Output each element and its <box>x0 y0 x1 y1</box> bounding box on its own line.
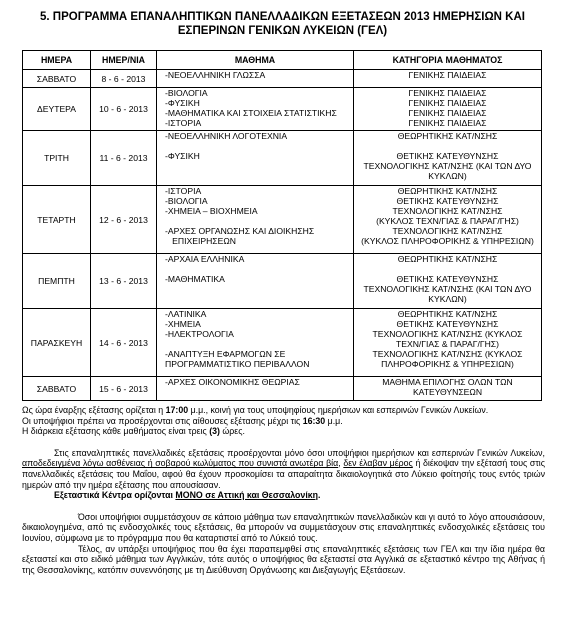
cell-day: ΤΕΤΑΡΤΗ <box>23 186 91 254</box>
cell-day: ΠΑΡΑΣΚΕΥΗ <box>23 309 91 377</box>
header-category: ΚΑΤΗΓΟΡΙΑ ΜΑΘΗΜΑΤΟΣ <box>354 51 542 70</box>
cell-subjects: -ΒΙΟΛΟΓΙΑ -ΦΥΣΙΚΗ -ΜΑΘΗΜΑΤΙΚΑ ΚΑΙ ΣΤΟΙΧΕΙΑ ΣΤΑΤΙΣΤΙΚΗΣ -ΙΣΤΟΡΙΑ <box>157 88 354 131</box>
cell-date: 13 - 6 - 2013 <box>91 254 157 309</box>
cell-day: ΣΑΒΒΑΤΟ <box>23 70 91 88</box>
cell-categories: ΘΕΩΡΗΤΙΚΗΣ ΚΑΤ/ΝΣΗΣ ΘΕΤΙΚΗΣ ΚΑΤΕΥΘΥΝΣΗΣ ΤΕΧΝΟΛΟΓΙΚΗΣ ΚΑΤ/ΝΣΗΣ (ΚΑΙ ΤΩΝ ΔΥΟ ΚΥΚΛΩΝ) <box>354 131 542 186</box>
cell-categories: ΓΕΝΙΚΗΣ ΠΑΙΔΕΙΑΣ <box>354 70 542 88</box>
cell-date: 8 - 6 - 2013 <box>91 70 157 88</box>
cell-subjects: -ΝΕΟΕΛΛΗΝΙΚΗ ΛΟΓΟΤΕΧΝΙΑ -ΦΥΣΙΚΗ <box>157 131 354 186</box>
cell-day: ΠΕΜΠΤΗ <box>23 254 91 309</box>
note-exam-centres: Εξεταστικά Κέντρα ορίζονται ΜΟΝΟ σε Αττική και Θεσσαλονίκη. <box>54 490 321 501</box>
table-row <box>23 309 542 377</box>
note-arrival-time: Οι υποψήφιοι πρέπει να προσέρχονται στις αίθουσες εξέτασης μέχρι τις 16:30 μ.μ. <box>22 415 343 426</box>
cell-subjects: -ΑΡΧΑΙΑ ΕΛΛΗΝΙΚΑ -ΜΑΘΗΜΑΤΙΚΑ <box>157 254 354 309</box>
cell-subjects: -ΛΑΤΙΝΙΚΑ -ΧΗΜΕΙΑ -ΗΛΕΚΤΡΟΛΟΓΙΑ -ΑΝΑΠΤΥΞΗ ΕΦΑΡΜΟΓΩΝ ΣΕ ΠΡΟΓΡΑΜΜΑΤΙΣΤΙΚΟ ΠΕΡΙΒΑΛΛΟΝ <box>157 309 354 377</box>
title-line-2: ΕΣΠΕΡΙΝΩΝ ΓΕΝΙΚΩΝ ΛΥΚΕΙΩΝ (ΓΕΛ) <box>177 25 388 37</box>
cell-day: ΔΕΥΤΕΡΑ <box>23 88 91 131</box>
table-header-row <box>23 51 542 70</box>
exam-schedule-table <box>22 50 542 401</box>
notes-section <box>22 405 545 575</box>
cell-date: 12 - 6 - 2013 <box>91 186 157 254</box>
cell-subjects: -ΙΣΤΟΡΙΑ -ΒΙΟΛΟΓΙΑ -ΧΗΜΕΙΑ – ΒΙΟΧΗΜΕΙΑ -ΑΡΧΕΣ ΟΡΓΑΝΩΣΗΣ ΚΑΙ ΔΙΟΙΚΗΣΗΣ ΕΠΙΧΕΙΡΗΣΕΩΝ <box>157 186 354 254</box>
cell-day: ΣΑΒΒΑΤΟ <box>23 377 91 401</box>
table-row <box>23 70 542 88</box>
note-start-time: Ως ώρα έναρξης εξέτασης ορίζεται η 17:00 μ.μ., κοινή για τους υποψηφίους ημερήσιων και εσπερινών Γενικών Λυκείων. <box>22 405 489 415</box>
table-row <box>23 186 542 254</box>
cell-date: 10 - 6 - 2013 <box>91 88 157 131</box>
table-row <box>23 377 542 401</box>
cell-categories: ΜΑΘΗΜΑ ΕΠΙΛΟΓΗΣ ΟΛΩΝ ΤΩΝ ΚΑΤΕΥΘΥΝΣΕΩΝ <box>354 377 542 401</box>
cell-categories: ΘΕΩΡΗΤΙΚΗΣ ΚΑΤ/ΝΣΗΣ ΘΕΤΙΚΗΣ ΚΑΤΕΥΘΥΝΣΗΣ ΤΕΧΝΟΛΟΓΙΚΗΣ ΚΑΤ/ΝΣΗΣ (ΚΑΙ ΤΩΝ ΔΥΟ ΚΥΚΛΩΝ) <box>354 254 542 309</box>
page-title <box>0 10 565 38</box>
note-school-exams: Όσοι υποψήφιοι συμμετάσχουν σε κάποιο μάθημα των επαναληπτικών πανελλαδικών και γι αυτό το λόγο απουσιάσουν, δικαιολογημένα, από τις ενδοσχολικές τους εξετάσεις, θα μπορούν να συμμετάσχουν στις επαναληπτικές ενδοσχολικές εξετάσεις του Ιουνίου, σύμφωνα με το πρόγραμμα που θα καταρτιστεί από το Λύκειό τους. <box>22 511 545 543</box>
cell-subjects: -ΑΡΧΕΣ ΟΙΚΟΝΟΜΙΚΗΣ ΘΕΩΡΙΑΣ <box>157 377 354 401</box>
cell-subjects: -ΝΕΟΕΛΛΗΝΙΚΗ ΓΛΩΣΣΑ <box>157 70 354 88</box>
cell-date: 15 - 6 - 2013 <box>91 377 157 401</box>
title-line-1: 5. ΠΡΟΓΡΑΜΜΑ ΕΠΑΝΑΛΗΠΤΙΚΩΝ ΠΑΝΕΛΛΑΔΙΚΩΝ ΕΞΕΤΑΣΕΩΝ 2013 ΗΜΕΡΗΣΙΩΝ ΚΑΙ <box>40 11 525 23</box>
header-date: ΗΜΕΡ/ΝΙΑ <box>91 51 157 70</box>
header-subject: ΜΑΘΗΜΑ <box>157 51 354 70</box>
note-duration: Η διάρκεια εξέτασης κάθε μαθήματος είναι τρεις (3) ώρες. <box>22 426 245 437</box>
cell-day: ΤΡΙΤΗ <box>23 131 91 186</box>
table-row <box>23 88 542 131</box>
cell-categories: ΘΕΩΡΗΤΙΚΗΣ ΚΑΤ/ΝΣΗΣ ΘΕΤΙΚΗΣ ΚΑΤΕΥΘΥΝΣΗΣ ΤΕΧΝΟΛΟΓΙΚΗΣ ΚΑΤ/ΝΣΗΣ (ΚΥΚΛΟΣ ΤΕΧΝ/ΓΙΑΣ & ΠΑΡΑΓ/ΓΗΣ) ΤΕΧΝΟΛΟΓΙΚΗΣ ΚΑΤ/ΝΣΗΣ (ΚΥΚΛΟΣ ΠΛΗΡΟΦΟΡΙΚΗΣ & ΥΠΗΡΕΣΙΩΝ) <box>354 186 542 254</box>
table-row <box>23 254 542 309</box>
note-english-exam: Τέλος, αν υπάρξει υποψήφιος που θα έχει παραπεμφθεί στις επαναληπτικές εξετάσεις των ΓΕΛ και την ίδια ημέρα θα εξεταστεί και στο ειδικό μάθημα των Αγγλικών, τότε αυτός ο υποψήφιος θα εξεταστεί στα Αγγλικά σε εξεταστικό κέντρο της Αθήνας ή της Θεσσαλονίκης, κατόπιν συνεννόησης με τη Διεύθυνση Οργάνωσης και Διεξαγωγής Εξετάσεων. <box>22 543 545 575</box>
table-row <box>23 131 542 186</box>
note-eligibility: Στις επαναληπτικές πανελλαδικές εξετάσεις προσέρχονται μόνο όσοι υποψήφιοι ημερήσιων και εσπερινών Γενικών Λυκείων, αποδεδειγμένα λόγω ασθένειας ή σοβαρού κωλύματος που συνιστά ανωτέρα βία, δεν έλαβαν μέρος ή διέκοψαν την εξέτασή τους στις πανελλαδικές εξετάσεις του Μαΐου, αφού θα έχουν προσκομίσει τα απαραίτητα δικαιολογητικά στο Λύκειο φοίτησής τους εντός τριών ημερών από την ημέρα εξέτασης που απουσίασαν. <box>22 447 546 490</box>
cell-categories: ΘΕΩΡΗΤΙΚΗΣ ΚΑΤ/ΝΣΗΣ ΘΕΤΙΚΗΣ ΚΑΤΕΥΘΥΝΣΗΣ ΤΕΧΝΟΛΟΓΙΚΗΣ ΚΑΤ/ΝΣΗΣ (ΚΥΚΛΟΣ ΤΕΧΝ/ΓΙΑΣ & ΠΑΡΑΓ/ΓΗΣ) ΤΕΧΝΟΛΟΓΙΚΗΣ ΚΑΤ/ΝΣΗΣ (ΚΥΚΛΟΣ ΠΛΗΡΟΦΟΡΙΚΗΣ & ΥΠΗΡΕΣΙΩΝ) <box>354 309 542 377</box>
cell-date: 14 - 6 - 2013 <box>91 309 157 377</box>
header-day: ΗΜΕΡΑ <box>23 51 91 70</box>
cell-categories: ΓΕΝΙΚΗΣ ΠΑΙΔΕΙΑΣ ΓΕΝΙΚΗΣ ΠΑΙΔΕΙΑΣ ΓΕΝΙΚΗΣ ΠΑΙΔΕΙΑΣ ΓΕΝΙΚΗΣ ΠΑΙΔΕΙΑΣ <box>354 88 542 131</box>
cell-date: 11 - 6 - 2013 <box>91 131 157 186</box>
